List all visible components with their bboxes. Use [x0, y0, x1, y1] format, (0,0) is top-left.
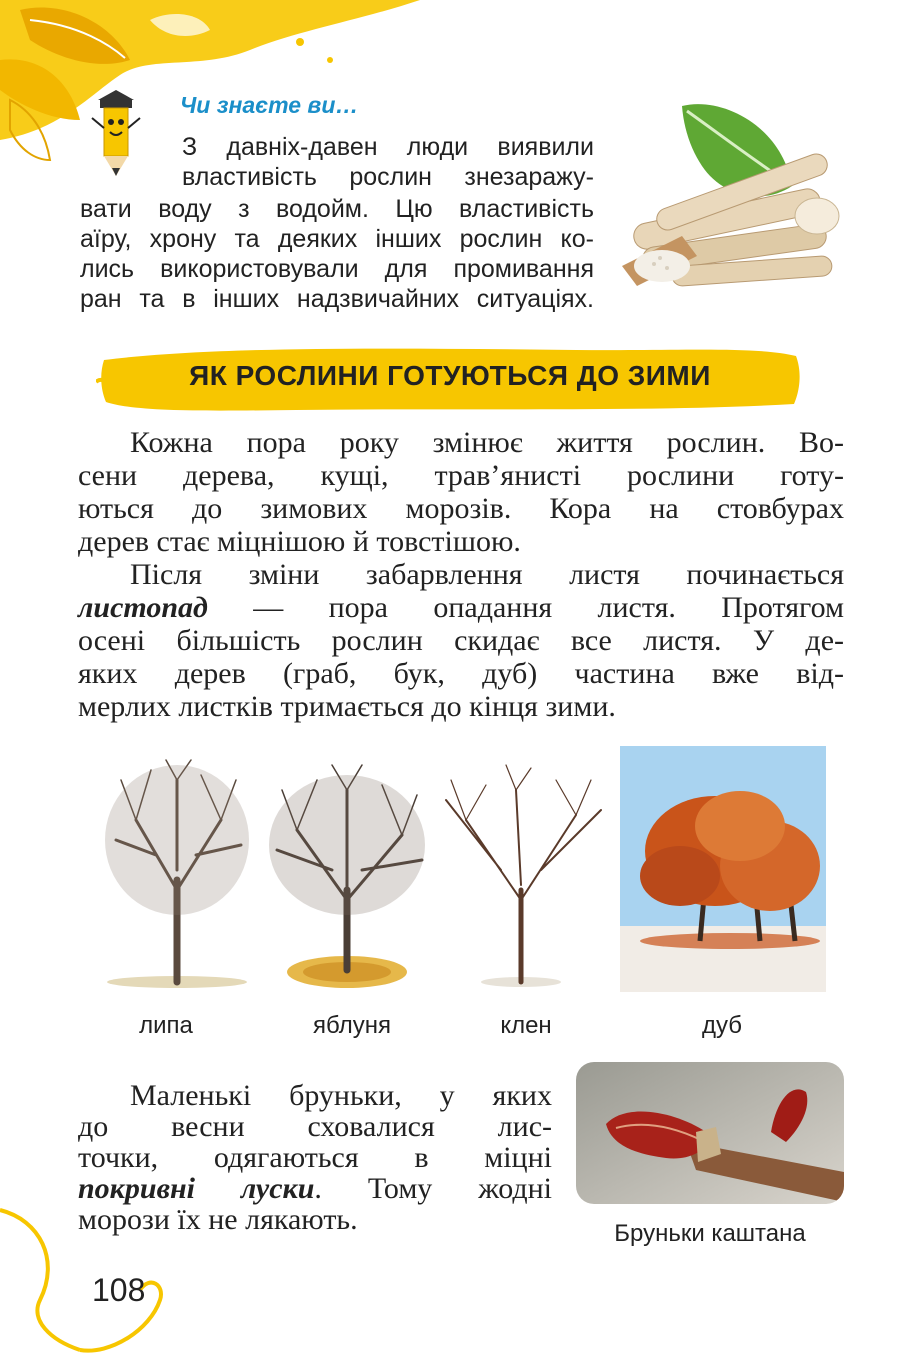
paragraph-line: [78, 591, 844, 624]
apple-tree-image: [262, 750, 432, 990]
horseradish-photo: [612, 96, 844, 302]
paragraph-line: Маленькі бруньки, у яких: [130, 1079, 552, 1112]
did-you-know-title: Чи знаєте ви…: [180, 92, 359, 118]
bud-photo-caption: Бруньки каштана: [614, 1220, 806, 1247]
paragraph-line: морози їх не лякають.: [78, 1203, 358, 1236]
term-bud-scales: покривні луски: [78, 1172, 315, 1205]
paragraph-line-rest: — пора опадання листя. Протягом: [207, 591, 844, 624]
tree-caption-linden: липа: [139, 1012, 193, 1039]
maple-tree-image: [436, 760, 606, 990]
paragraph-line: Кожна пора року змінює життя рослин. Во-: [130, 426, 844, 459]
section-heading: ЯК РОСЛИНИ ГОТУЮТЬСЯ ДО ЗИМИ: [189, 360, 711, 391]
paragraph-line: яких дерев (граб, бук, дуб) частина вже від-: [78, 657, 844, 690]
term-leaf-fall: листопад: [78, 591, 208, 624]
did-you-know-line: властивість рослин знезаражу-: [182, 163, 594, 191]
paragraph-line: мерлих листків тримається до кінця зими.: [78, 690, 616, 723]
did-you-know-line: З давніх-давен люди виявили: [182, 133, 594, 161]
linden-tree-image: [96, 750, 258, 990]
chestnut-bud-photo: [576, 1062, 844, 1204]
did-you-know-line: лись використовували для промивання: [80, 255, 594, 283]
did-you-know-line: аїру, хрону та деяких інших рослин ко-: [80, 225, 594, 253]
page-number: 108: [92, 1272, 146, 1308]
did-you-know-line: ран та в інших надзвичайних ситуаціях.: [80, 285, 594, 313]
paragraph-line: до весни сховалися лис-: [78, 1110, 552, 1143]
pencil-mascot-icon: [86, 88, 146, 178]
tree-caption-oak: дуб: [701, 1012, 743, 1039]
tree-caption-maple: клен: [500, 1012, 552, 1039]
tree-caption-apple: яблуня: [313, 1012, 391, 1039]
paragraph-line: сени дерева, кущі, трав’янисті рослини готу-: [78, 459, 844, 492]
paragraph-line: точки, одягаються в міцні: [78, 1141, 552, 1174]
paragraph-line-rest: . Тому жодні: [314, 1172, 552, 1205]
paragraph-line: осені більшість рослин скидає все листя. У де-: [78, 624, 844, 657]
did-you-know-line: вати воду з водойм. Цю властивість: [80, 195, 594, 223]
oak-tree-image: [620, 746, 826, 992]
paragraph-line: дерев стає міцнішою й товстішою.: [78, 525, 521, 558]
paragraph-line: Після зміни забарвлення листя починається: [130, 558, 844, 591]
paragraph-line: ються до зимових морозів. Кора на стовбурах: [78, 492, 844, 525]
